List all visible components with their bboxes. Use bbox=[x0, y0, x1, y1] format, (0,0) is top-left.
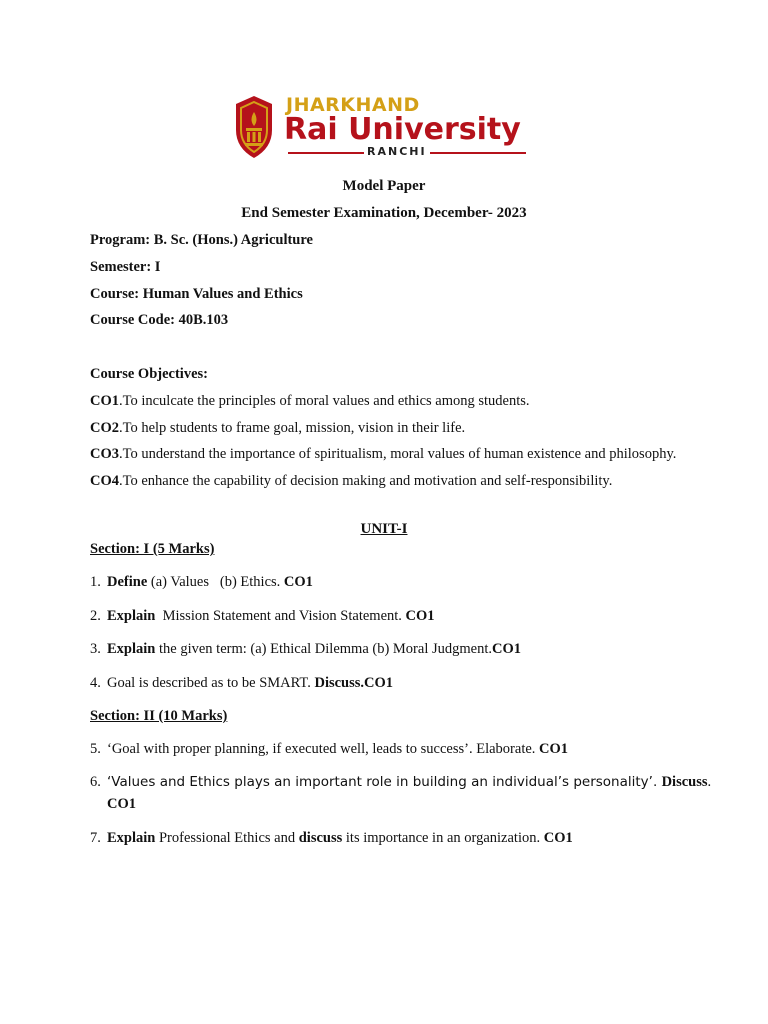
university-logo bbox=[234, 94, 534, 160]
question-number: 6. bbox=[90, 774, 101, 790]
question-number: 7. bbox=[90, 830, 101, 846]
question-verb: Explain bbox=[107, 608, 156, 624]
exam-title: End Semester Examination, December- 2023 bbox=[241, 205, 527, 221]
objective-text: .To understand the importance of spiritualism, moral values of human existence and philosophy. bbox=[119, 446, 677, 462]
question-verb: Explain bbox=[107, 830, 156, 846]
objective-code: CO1 bbox=[90, 393, 119, 409]
program-line: Program: B. Sc. (Hons.) Agriculture bbox=[90, 232, 313, 248]
objective-text: .To help students to frame goal, mission, vision in their life. bbox=[119, 420, 466, 436]
paper-title: Model Paper bbox=[342, 178, 426, 194]
objective-text: .To inculcate the principles of moral values and ethics among students. bbox=[119, 393, 530, 409]
logo-rule-left bbox=[288, 152, 364, 154]
course-code-line: Course Code: 40B.103 bbox=[90, 312, 229, 328]
question-number: 4. bbox=[90, 675, 101, 691]
course-outcome-tag: .CO1 bbox=[360, 675, 394, 691]
question-verb: Discuss bbox=[661, 774, 708, 790]
question-text: (a) Values (b) Ethics. bbox=[147, 574, 284, 590]
question-text: ‘Values and Ethics plays an important role in building an individual’s personality’. bbox=[107, 774, 662, 790]
semester-line: Semester: I bbox=[90, 259, 161, 275]
question-5 bbox=[90, 741, 568, 758]
objective-code: CO3 bbox=[90, 446, 119, 462]
course-outcome-tag: CO1 bbox=[543, 830, 573, 846]
course-line: Course: Human Values and Ethics bbox=[90, 286, 303, 302]
objective-item bbox=[90, 393, 530, 410]
question-6-continued bbox=[90, 796, 136, 813]
logo-rule-right bbox=[430, 152, 526, 154]
question-4 bbox=[90, 675, 393, 692]
logo-line-3: RANCHI bbox=[367, 145, 427, 158]
question-text: ‘Goal with proper planning, if executed well, leads to success’. Elaborate. bbox=[107, 741, 540, 757]
question-1 bbox=[90, 574, 313, 591]
question-text: Mission Statement and Vision Statement. bbox=[155, 608, 406, 624]
course-outcome-tag: CO1 bbox=[539, 741, 569, 757]
question-7 bbox=[90, 830, 573, 847]
question-text: its importance in an organization. bbox=[342, 830, 544, 846]
course-outcome-tag: CO1 bbox=[283, 574, 313, 590]
course-outcome-tag: CO1 bbox=[491, 641, 521, 657]
objectives-heading: Course Objectives: bbox=[90, 366, 208, 382]
question-2 bbox=[90, 608, 435, 625]
objective-code: CO4 bbox=[90, 473, 119, 489]
section-1-heading: Section: I (5 Marks) bbox=[90, 541, 215, 557]
course-outcome-tag: CO1 bbox=[405, 608, 435, 624]
question-verb: Define bbox=[107, 574, 148, 590]
question-6 bbox=[90, 774, 711, 791]
question-verb: Explain bbox=[107, 641, 156, 657]
logo-line-1: JHARKHAND bbox=[286, 94, 420, 116]
question-text: Goal is described as to be SMART. bbox=[107, 675, 315, 691]
objective-item bbox=[90, 420, 465, 437]
question-3 bbox=[90, 641, 521, 658]
objective-item bbox=[90, 473, 612, 490]
question-number: 1. bbox=[90, 574, 101, 590]
question-number: 5. bbox=[90, 741, 101, 757]
objective-code: CO2 bbox=[90, 420, 119, 436]
logo-line-2: Rai University bbox=[284, 112, 521, 147]
question-text: the given term: (a) Ethical Dilemma (b) Moral Judgment. bbox=[155, 641, 492, 657]
unit-heading: UNIT-I bbox=[360, 521, 408, 537]
question-number: 3. bbox=[90, 641, 101, 657]
question-punctuation: . bbox=[707, 774, 712, 790]
course-outcome-tag: CO1 bbox=[107, 796, 136, 812]
objective-item bbox=[90, 446, 676, 463]
objective-text: .To enhance the capability of decision making and motivation and self-responsibility. bbox=[119, 473, 613, 489]
question-number: 2. bbox=[90, 608, 101, 624]
question-verb: discuss bbox=[298, 830, 343, 846]
question-text: Professional Ethics and bbox=[155, 830, 299, 846]
section-2-heading: Section: II (10 Marks) bbox=[90, 708, 228, 724]
question-verb: Discuss bbox=[314, 675, 361, 691]
